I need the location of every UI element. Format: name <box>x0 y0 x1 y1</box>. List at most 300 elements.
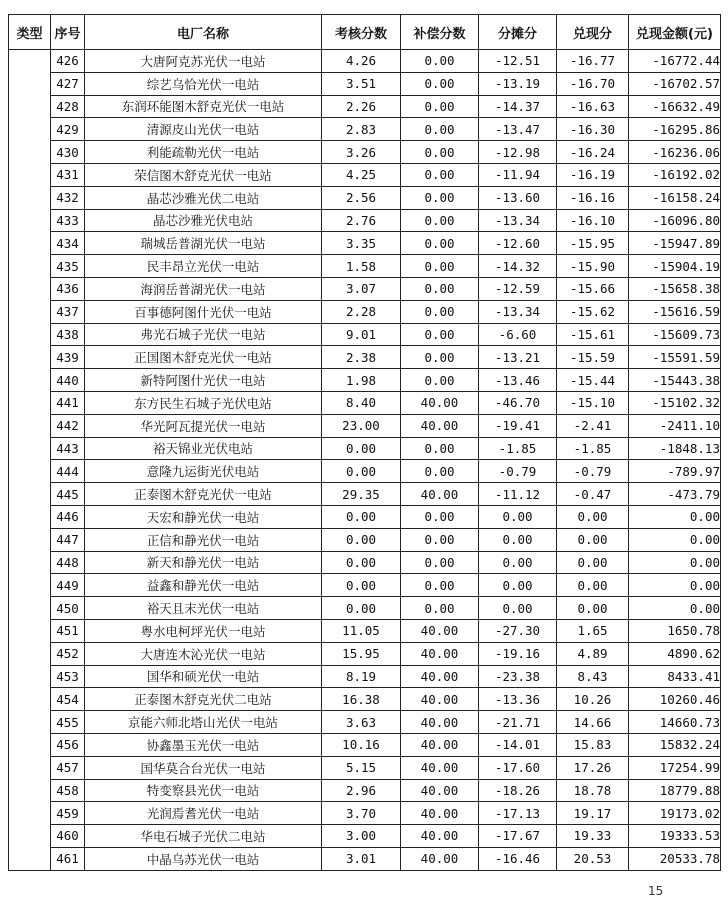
row-compensation-score: 40.00 <box>401 756 479 779</box>
row-seq: 434 <box>51 232 85 255</box>
row-assessment-score: 3.00 <box>322 825 401 848</box>
table-row <box>9 551 721 574</box>
row-allocation-score: 0.00 <box>479 551 557 574</box>
row-settlement-score: 15.83 <box>557 733 629 756</box>
row-seq: 442 <box>51 414 85 437</box>
row-settlement-score: -0.47 <box>557 483 629 506</box>
row-seq: 436 <box>51 277 85 300</box>
row-allocation-score: -13.19 <box>479 72 557 95</box>
row-compensation-score: 0.00 <box>401 574 479 597</box>
row-settlement-amount: -15591.59 <box>629 346 721 369</box>
header-settlement-score: 兑现分 <box>557 15 629 50</box>
header-row <box>9 15 721 50</box>
row-assessment-score: 3.26 <box>322 141 401 164</box>
row-settlement-amount: 19173.02 <box>629 802 721 825</box>
row-settlement-amount: -16632.49 <box>629 95 721 118</box>
row-plant-name: 裕天锦业光伏电站 <box>85 437 322 460</box>
row-settlement-amount: -2411.10 <box>629 414 721 437</box>
row-compensation-score: 0.00 <box>401 323 479 346</box>
row-seq: 455 <box>51 711 85 734</box>
row-seq: 433 <box>51 209 85 232</box>
row-settlement-score: 18.78 <box>557 779 629 802</box>
table-row <box>9 688 721 711</box>
row-settlement-amount: 0.00 <box>629 574 721 597</box>
table-row <box>9 779 721 802</box>
table-row <box>9 437 721 460</box>
row-compensation-score: 0.00 <box>401 232 479 255</box>
row-compensation-score: 40.00 <box>401 802 479 825</box>
row-plant-name: 意隆九运街光伏电站 <box>85 460 322 483</box>
row-compensation-score: 0.00 <box>401 72 479 95</box>
row-settlement-amount: 20533.78 <box>629 847 721 870</box>
row-seq: 461 <box>51 847 85 870</box>
table-row <box>9 186 721 209</box>
row-plant-name: 正信和静光伏一电站 <box>85 528 322 551</box>
row-settlement-score: -16.16 <box>557 186 629 209</box>
row-assessment-score: 2.83 <box>322 118 401 141</box>
row-compensation-score: 40.00 <box>401 825 479 848</box>
row-settlement-amount: -15658.38 <box>629 277 721 300</box>
row-settlement-score: 19.33 <box>557 825 629 848</box>
document-page <box>8 14 721 871</box>
row-seq: 437 <box>51 300 85 323</box>
row-assessment-score: 3.63 <box>322 711 401 734</box>
row-compensation-score: 40.00 <box>401 711 479 734</box>
row-allocation-score: -46.70 <box>479 391 557 414</box>
table-row <box>9 483 721 506</box>
row-plant-name: 东方民生石城子光伏电站 <box>85 391 322 414</box>
row-settlement-score: 10.26 <box>557 688 629 711</box>
row-allocation-score: 0.00 <box>479 597 557 620</box>
row-settlement-amount: -1848.13 <box>629 437 721 460</box>
row-plant-name: 荣信图木舒克光伏一电站 <box>85 163 322 186</box>
row-seq: 450 <box>51 597 85 620</box>
row-allocation-score: -13.21 <box>479 346 557 369</box>
row-plant-name: 益鑫和静光伏一电站 <box>85 574 322 597</box>
row-plant-name: 东润环能图木舒克光伏一电站 <box>85 95 322 118</box>
row-settlement-score: 0.00 <box>557 551 629 574</box>
row-settlement-amount: 0.00 <box>629 597 721 620</box>
row-assessment-score: 4.26 <box>322 50 401 73</box>
row-settlement-amount: -15616.59 <box>629 300 721 323</box>
row-compensation-score: 0.00 <box>401 369 479 392</box>
table-row <box>9 528 721 551</box>
row-assessment-score: 3.07 <box>322 277 401 300</box>
table-row <box>9 505 721 528</box>
row-settlement-score: 0.00 <box>557 505 629 528</box>
row-seq: 429 <box>51 118 85 141</box>
table-row <box>9 665 721 688</box>
row-seq: 447 <box>51 528 85 551</box>
row-plant-name: 中晶乌苏光伏一电站 <box>85 847 322 870</box>
header-plant-name: 电厂名称 <box>85 15 322 50</box>
row-settlement-amount: 14660.73 <box>629 711 721 734</box>
row-compensation-score: 0.00 <box>401 141 479 164</box>
row-settlement-score: 19.17 <box>557 802 629 825</box>
row-assessment-score: 1.58 <box>322 255 401 278</box>
row-allocation-score: -14.37 <box>479 95 557 118</box>
row-allocation-score: 0.00 <box>479 528 557 551</box>
table-row <box>9 346 721 369</box>
row-assessment-score: 8.19 <box>322 665 401 688</box>
row-settlement-amount: 0.00 <box>629 551 721 574</box>
row-assessment-score: 2.76 <box>322 209 401 232</box>
table-row <box>9 163 721 186</box>
row-compensation-score: 40.00 <box>401 619 479 642</box>
table-row <box>9 141 721 164</box>
row-allocation-score: -18.26 <box>479 779 557 802</box>
row-settlement-score: -15.95 <box>557 232 629 255</box>
row-assessment-score: 11.05 <box>322 619 401 642</box>
row-compensation-score: 0.00 <box>401 95 479 118</box>
row-assessment-score: 2.28 <box>322 300 401 323</box>
row-settlement-amount: -16702.57 <box>629 72 721 95</box>
row-compensation-score: 40.00 <box>401 642 479 665</box>
row-allocation-score: -19.16 <box>479 642 557 665</box>
row-seq: 453 <box>51 665 85 688</box>
row-plant-name: 粤水电柯坪光伏一电站 <box>85 619 322 642</box>
row-assessment-score: 3.70 <box>322 802 401 825</box>
row-plant-name: 华光阿瓦提光伏一电站 <box>85 414 322 437</box>
row-plant-name: 民丰昂立光伏一电站 <box>85 255 322 278</box>
row-assessment-score: 3.35 <box>322 232 401 255</box>
row-plant-name: 华电石城子光伏二电站 <box>85 825 322 848</box>
table-row <box>9 255 721 278</box>
row-compensation-score: 0.00 <box>401 50 479 73</box>
row-settlement-score: -1.85 <box>557 437 629 460</box>
table-row <box>9 460 721 483</box>
row-settlement-score: -16.30 <box>557 118 629 141</box>
table-row <box>9 277 721 300</box>
table-row <box>9 95 721 118</box>
row-settlement-score: 0.00 <box>557 597 629 620</box>
row-compensation-score: 0.00 <box>401 255 479 278</box>
row-compensation-score: 40.00 <box>401 733 479 756</box>
row-settlement-amount: -15609.73 <box>629 323 721 346</box>
row-plant-name: 百事德阿图什光伏一电站 <box>85 300 322 323</box>
row-plant-name: 海润岳普湖光伏一电站 <box>85 277 322 300</box>
row-seq: 456 <box>51 733 85 756</box>
row-settlement-score: -16.10 <box>557 209 629 232</box>
row-plant-name: 特变察县光伏一电站 <box>85 779 322 802</box>
row-seq: 459 <box>51 802 85 825</box>
row-seq: 444 <box>51 460 85 483</box>
row-settlement-score: -15.61 <box>557 323 629 346</box>
row-settlement-score: -16.70 <box>557 72 629 95</box>
row-seq: 451 <box>51 619 85 642</box>
row-settlement-amount: -16096.80 <box>629 209 721 232</box>
row-plant-name: 京能六师北塔山光伏一电站 <box>85 711 322 734</box>
row-compensation-score: 0.00 <box>401 551 479 574</box>
row-allocation-score: -13.34 <box>479 300 557 323</box>
row-compensation-score: 40.00 <box>401 688 479 711</box>
row-settlement-amount: -16772.44 <box>629 50 721 73</box>
row-plant-name: 协鑫墨玉光伏一电站 <box>85 733 322 756</box>
row-seq: 430 <box>51 141 85 164</box>
row-compensation-score: 0.00 <box>401 163 479 186</box>
row-assessment-score: 3.51 <box>322 72 401 95</box>
row-allocation-score: -13.34 <box>479 209 557 232</box>
row-seq: 441 <box>51 391 85 414</box>
row-compensation-score: 40.00 <box>401 847 479 870</box>
row-settlement-amount: 18779.88 <box>629 779 721 802</box>
table-row <box>9 711 721 734</box>
row-compensation-score: 0.00 <box>401 186 479 209</box>
row-allocation-score: -12.51 <box>479 50 557 73</box>
row-plant-name: 国华和硕光伏一电站 <box>85 665 322 688</box>
row-plant-name: 晶芯沙雅光伏电站 <box>85 209 322 232</box>
table-row <box>9 72 721 95</box>
row-allocation-score: -12.98 <box>479 141 557 164</box>
page-number: 15 <box>648 884 664 898</box>
row-seq: 449 <box>51 574 85 597</box>
table-row <box>9 414 721 437</box>
row-plant-name: 晶芯沙雅光伏二电站 <box>85 186 322 209</box>
row-seq: 431 <box>51 163 85 186</box>
row-compensation-score: 40.00 <box>401 414 479 437</box>
row-allocation-score: -17.13 <box>479 802 557 825</box>
row-settlement-score: 14.66 <box>557 711 629 734</box>
row-assessment-score: 2.38 <box>322 346 401 369</box>
row-settlement-score: 20.53 <box>557 847 629 870</box>
row-assessment-score: 0.00 <box>322 460 401 483</box>
row-seq: 443 <box>51 437 85 460</box>
row-assessment-score: 0.00 <box>322 597 401 620</box>
row-allocation-score: -13.60 <box>479 186 557 209</box>
table-row <box>9 323 721 346</box>
row-allocation-score: -6.60 <box>479 323 557 346</box>
row-allocation-score: -27.30 <box>479 619 557 642</box>
row-compensation-score: 0.00 <box>401 300 479 323</box>
table-row <box>9 825 721 848</box>
row-compensation-score: 0.00 <box>401 597 479 620</box>
table-row <box>9 391 721 414</box>
row-allocation-score: -11.12 <box>479 483 557 506</box>
row-settlement-amount: -15443.38 <box>629 369 721 392</box>
row-settlement-score: 0.00 <box>557 574 629 597</box>
row-settlement-amount: 10260.46 <box>629 688 721 711</box>
row-compensation-score: 0.00 <box>401 528 479 551</box>
row-seq: 448 <box>51 551 85 574</box>
row-assessment-score: 5.15 <box>322 756 401 779</box>
row-settlement-score: 1.65 <box>557 619 629 642</box>
row-settlement-amount: -473.79 <box>629 483 721 506</box>
row-plant-name: 利能疏勒光伏一电站 <box>85 141 322 164</box>
row-allocation-score: -11.94 <box>479 163 557 186</box>
row-seq: 445 <box>51 483 85 506</box>
row-plant-name: 新天和静光伏一电站 <box>85 551 322 574</box>
row-assessment-score: 4.25 <box>322 163 401 186</box>
row-settlement-amount: -789.97 <box>629 460 721 483</box>
row-allocation-score: -21.71 <box>479 711 557 734</box>
row-settlement-score: -15.44 <box>557 369 629 392</box>
row-settlement-score: 8.43 <box>557 665 629 688</box>
row-seq: 435 <box>51 255 85 278</box>
row-compensation-score: 40.00 <box>401 391 479 414</box>
header-type: 类型 <box>9 15 51 50</box>
row-seq: 427 <box>51 72 85 95</box>
row-allocation-score: -17.67 <box>479 825 557 848</box>
row-settlement-amount: 0.00 <box>629 528 721 551</box>
row-plant-name: 天宏和静光伏一电站 <box>85 505 322 528</box>
row-settlement-amount: 8433.41 <box>629 665 721 688</box>
row-assessment-score: 10.16 <box>322 733 401 756</box>
row-settlement-amount: -15102.32 <box>629 391 721 414</box>
row-compensation-score: 0.00 <box>401 460 479 483</box>
row-compensation-score: 0.00 <box>401 437 479 460</box>
row-settlement-amount: 15832.24 <box>629 733 721 756</box>
table-body <box>9 50 721 871</box>
table-row <box>9 118 721 141</box>
row-allocation-score: -19.41 <box>479 414 557 437</box>
row-seq: 432 <box>51 186 85 209</box>
row-plant-name: 光润焉耆光伏一电站 <box>85 802 322 825</box>
row-assessment-score: 0.00 <box>322 574 401 597</box>
row-settlement-score: 4.89 <box>557 642 629 665</box>
row-compensation-score: 40.00 <box>401 665 479 688</box>
row-assessment-score: 0.00 <box>322 551 401 574</box>
row-settlement-amount: -15904.19 <box>629 255 721 278</box>
row-settlement-score: 17.26 <box>557 756 629 779</box>
row-assessment-score: 2.26 <box>322 95 401 118</box>
table-row <box>9 232 721 255</box>
row-assessment-score: 9.01 <box>322 323 401 346</box>
row-seq: 428 <box>51 95 85 118</box>
row-plant-name: 大唐连木沁光伏一电站 <box>85 642 322 665</box>
header-seq: 序号 <box>51 15 85 50</box>
row-settlement-score: -15.10 <box>557 391 629 414</box>
table-row <box>9 369 721 392</box>
row-settlement-amount: 1650.78 <box>629 619 721 642</box>
header-allocation-score: 分摊分 <box>479 15 557 50</box>
row-allocation-score: -13.47 <box>479 118 557 141</box>
row-allocation-score: -14.32 <box>479 255 557 278</box>
table-row <box>9 597 721 620</box>
table-row <box>9 642 721 665</box>
row-allocation-score: -16.46 <box>479 847 557 870</box>
row-settlement-score: -16.24 <box>557 141 629 164</box>
row-allocation-score: -14.01 <box>479 733 557 756</box>
row-allocation-score: -13.36 <box>479 688 557 711</box>
row-assessment-score: 0.00 <box>322 437 401 460</box>
row-compensation-score: 0.00 <box>401 346 479 369</box>
table-row <box>9 847 721 870</box>
table-row <box>9 756 721 779</box>
header-compensation-score: 补偿分数 <box>401 15 479 50</box>
row-assessment-score: 3.01 <box>322 847 401 870</box>
row-plant-name: 裕天且末光伏一电站 <box>85 597 322 620</box>
row-settlement-amount: -15947.89 <box>629 232 721 255</box>
row-assessment-score: 0.00 <box>322 528 401 551</box>
row-plant-name: 综艺乌恰光伏一电站 <box>85 72 322 95</box>
row-settlement-amount: -16295.86 <box>629 118 721 141</box>
row-assessment-score: 8.40 <box>322 391 401 414</box>
row-compensation-score: 0.00 <box>401 118 479 141</box>
row-seq: 440 <box>51 369 85 392</box>
row-compensation-score: 40.00 <box>401 483 479 506</box>
row-assessment-score: 2.56 <box>322 186 401 209</box>
row-seq: 426 <box>51 50 85 73</box>
row-settlement-score: -15.90 <box>557 255 629 278</box>
row-settlement-score: -15.66 <box>557 277 629 300</box>
row-plant-name: 瑞城岳普湖光伏一电站 <box>85 232 322 255</box>
row-compensation-score: 0.00 <box>401 277 479 300</box>
table-row <box>9 50 721 73</box>
row-settlement-score: -16.77 <box>557 50 629 73</box>
row-seq: 439 <box>51 346 85 369</box>
row-seq: 452 <box>51 642 85 665</box>
row-plant-name: 正泰图木舒克光伏一电站 <box>85 483 322 506</box>
row-assessment-score: 0.00 <box>322 505 401 528</box>
table-row <box>9 802 721 825</box>
row-plant-name: 大唐阿克苏光伏一电站 <box>85 50 322 73</box>
header-settlement-amount: 兑现金额(元) <box>629 15 721 50</box>
row-plant-name: 正泰图木舒克光伏二电站 <box>85 688 322 711</box>
row-assessment-score: 23.00 <box>322 414 401 437</box>
row-settlement-score: -16.19 <box>557 163 629 186</box>
row-seq: 446 <box>51 505 85 528</box>
row-allocation-score: -23.38 <box>479 665 557 688</box>
row-plant-name: 国华莫合台光伏一电站 <box>85 756 322 779</box>
row-seq: 457 <box>51 756 85 779</box>
row-plant-name: 新特阿图什光伏一电站 <box>85 369 322 392</box>
row-allocation-score: 0.00 <box>479 505 557 528</box>
row-assessment-score: 1.98 <box>322 369 401 392</box>
row-assessment-score: 15.95 <box>322 642 401 665</box>
row-assessment-score: 2.96 <box>322 779 401 802</box>
table-row <box>9 619 721 642</box>
row-plant-name: 弗光石城子光伏一电站 <box>85 323 322 346</box>
settlement-table <box>8 14 721 871</box>
row-settlement-amount: -16192.02 <box>629 163 721 186</box>
row-compensation-score: 0.00 <box>401 209 479 232</box>
row-settlement-amount: 17254.99 <box>629 756 721 779</box>
row-settlement-amount: -16236.06 <box>629 141 721 164</box>
row-allocation-score: -0.79 <box>479 460 557 483</box>
row-compensation-score: 40.00 <box>401 779 479 802</box>
row-allocation-score: -12.59 <box>479 277 557 300</box>
row-allocation-score: -12.60 <box>479 232 557 255</box>
table-row <box>9 574 721 597</box>
row-assessment-score: 16.38 <box>322 688 401 711</box>
row-allocation-score: -13.46 <box>479 369 557 392</box>
row-settlement-amount: 4890.62 <box>629 642 721 665</box>
row-allocation-score: -17.60 <box>479 756 557 779</box>
row-plant-name: 正国图木舒克光伏一电站 <box>85 346 322 369</box>
row-settlement-score: 0.00 <box>557 528 629 551</box>
row-compensation-score: 0.00 <box>401 505 479 528</box>
row-settlement-amount: 19333.53 <box>629 825 721 848</box>
row-settlement-amount: -16158.24 <box>629 186 721 209</box>
row-allocation-score: 0.00 <box>479 574 557 597</box>
row-allocation-score: -1.85 <box>479 437 557 460</box>
row-seq: 438 <box>51 323 85 346</box>
row-settlement-score: -2.41 <box>557 414 629 437</box>
row-settlement-amount: 0.00 <box>629 505 721 528</box>
row-seq: 458 <box>51 779 85 802</box>
row-settlement-score: -16.63 <box>557 95 629 118</box>
row-seq: 454 <box>51 688 85 711</box>
row-settlement-score: -0.79 <box>557 460 629 483</box>
table-row <box>9 733 721 756</box>
header-assessment-score: 考核分数 <box>322 15 401 50</box>
row-settlement-score: -15.59 <box>557 346 629 369</box>
row-plant-name: 清源皮山光伏一电站 <box>85 118 322 141</box>
table-row <box>9 300 721 323</box>
row-seq: 460 <box>51 825 85 848</box>
row-assessment-score: 29.35 <box>322 483 401 506</box>
table-row <box>9 209 721 232</box>
